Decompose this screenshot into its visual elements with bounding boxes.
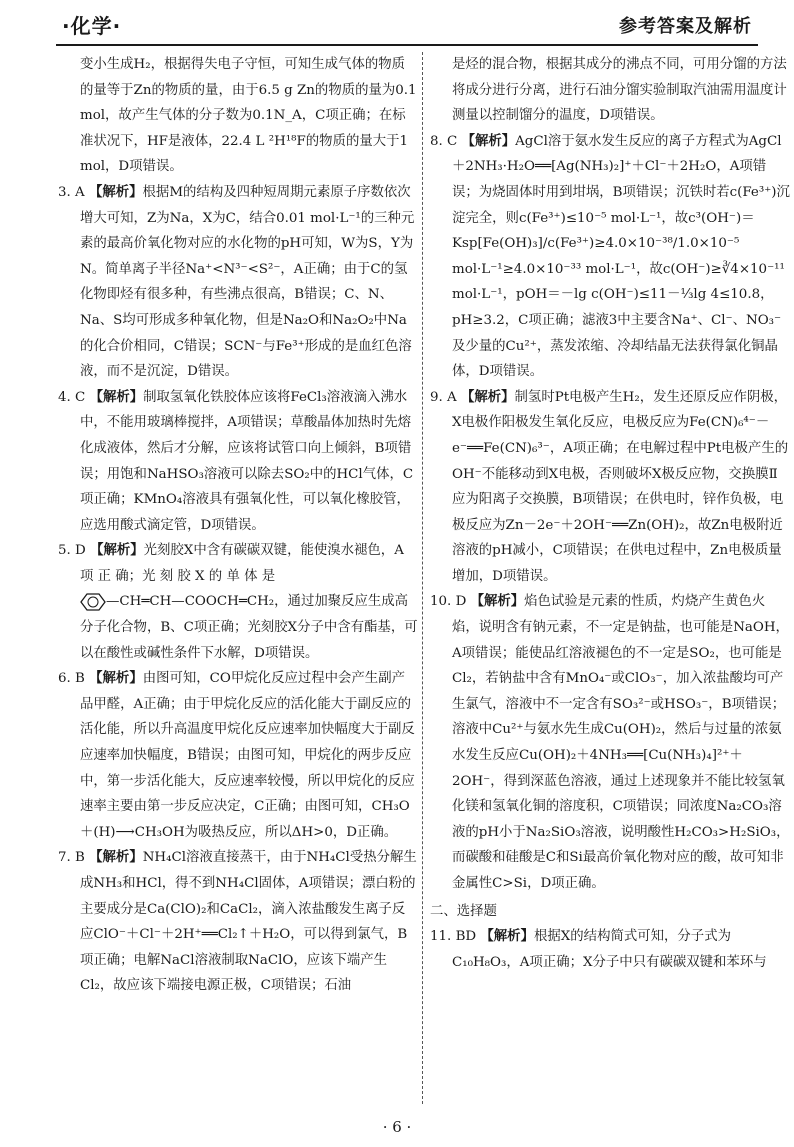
continued-text: 变小生成H₂，根据得失电子守恒，可知生成气体的物质的量等于Zn的物质的量，由于6.5 g Zn的物质的量为0.1 mol，故产生气体的分子数为0.1N_A，C项正确；在标准状况下，HF是液体，22.4 L ²H¹⁸F的物质的量大于1 mol，D项错误。 xyxy=(80,57,417,175)
column-divider xyxy=(422,52,423,1104)
header-title: 参考答案及解析 xyxy=(619,16,752,37)
left-column xyxy=(58,52,418,999)
answer-item-8: 8. C 【解析】AgCl溶于氨水发生反应的离子方程式为AgCl＋2NH₃·H₂O══[Ag(NH₃)₂]⁺＋Cl⁻＋2H₂O，A项错误；为烧固体时用到坩埚，B项错误；沉铁时若c(Fe³⁺)沉淀完全，则c(Fe³⁺)≤10⁻⁵ mol·L⁻¹，故c³(OH⁻)＝Ksp[Fe(OH)₃]/c(Fe³⁺)≥4.0×10⁻³⁸/1.0×10⁻⁵ mol·L⁻¹≥4.0×10⁻³³ mol·L⁻¹，故c(OH⁻)≥∛4×10⁻¹¹ mol·L⁻¹，pOH＝－lg c(OH⁻)≤11－⅓lg 4≤10.8，pH≥3.2，C项正确；滤液3中主要含Na⁺、Cl⁻、NO₃⁻及少量的Cu²⁺，蒸发浓缩、冷却结晶无法获得氯化铜晶体，D项错误。 xyxy=(430,133,790,380)
answer-item-11: 11. BD 【解析】根据X的结构简式可知，分子式为C₁₀H₈O₃，A项正确；X分子中只有碳碳双键和苯环与 xyxy=(430,929,767,970)
section-heading: 二、选择题 xyxy=(430,903,497,919)
page-header xyxy=(56,4,758,46)
subject-label: ·化学· xyxy=(62,14,122,38)
answer-item-5: 5. D 【解析】光刻胶X中含有碳碳双键，能使溴水褪色，A 项 正 确；光 刻 胶 X 的 单 体 是 —CH═CH—COOCH═CH₂，通过加聚反应生成高分子化合物，B、C项正确；光刻胶X分子中含有酯基，可以在酸性或碱性条件下水解，D项错误。 xyxy=(58,543,418,661)
continued-text: 是烃的混合物，根据其成分的沸点不同，可用分馏的方法将成分进行分离，进行石油分馏实验制取汽油需用温度计测量以控制馏分的温度，D项错误。 xyxy=(452,57,787,124)
answer-item-6: 6. B 【解析】由图可知，CO甲烷化反应过程中会产生副产品甲醛，A正确；由于甲烷化反应的活化能大于副反应的活化能，所以升高温度甲烷化反应速率加快幅度大于副反应速率加快幅度，B错误；由图可知，甲烷化的两步反应中，第一步活化能大，反应速率较慢，所以甲烷化的反应速率主要由第一步反应决定，C正确；由图可知，CH₃O＋(H)⟶CH₃OH为吸热反应，所以ΔH>0，D正确。 xyxy=(58,671,415,840)
right-column xyxy=(430,52,790,975)
benzene-ring-icon xyxy=(80,592,106,612)
answer-item-9: 9. A 【解析】制氢时Pt电极产生H₂，发生还原反应作阴极，X电极作阳极发生氧化反应，电极反应为Fe(CN)₆⁴⁻－e⁻══Fe(CN)₆³⁻，A项正确；在电解过程中Pt电极产生的OH⁻不能移动到X电极，否则破坏X极反应物，交换膜Ⅱ应为阳离子交换膜，B项错误；在供电时，锌作负极，电极反应为Zn－2e⁻＋2OH⁻══Zn(OH)₂，故Zn电极附近溶液的pH减小，C项错误；在供电过程中，Zn电极质量增加，D项错误。 xyxy=(430,389,789,584)
answer-item-4: 4. C 【解析】制取氢氧化铁胶体应该将FeCl₃溶液滴入沸水中，不能用玻璃棒搅拌，A项错误；草酸晶体加热时先熔化成液体，然后才分解，应该将试管口向上倾斜，B项错误；用饱和NaHSO₃溶液可以除去SO₂中的HCl气体，C项正确；KMnO₄溶液具有强氧化性，可以氧化橡胶管，应选用酸式滴定管，D项错误。 xyxy=(58,389,414,533)
answer-item-10: 10. D 【解析】焰色试验是元素的性质，灼烧产生黄色火焰，说明含有钠元素，不一定是钠盐，也可能是NaOH，A项错误；能使品红溶液褪色的不一定是SO₂，也可能是Cl₂，若钠盐中含有MnO₄⁻或ClO₃⁻，加入浓盐酸均可产生氯气，溶液中不一定含有SO₃²⁻或HSO₃⁻，B项错误；溶液中Cu²⁺与氨水先生成Cu(OH)₂，然后与过量的浓氨水发生反应Cu(OH)₂＋4NH₃══[Cu(NH₃)₄]²⁺＋2OH⁻，得到深蓝色溶液，通过上述现象并不能比较氢氧化镁和氢氧化铜的溶度积，C项错误；同浓度Na₂CO₃溶液的pH小于Na₂SiO₃溶液，说明酸性H₂CO₃>H₂SiO₃，而碳酸和硅酸是C和Si最高价氧化物对应的酸，故可知非金属性C>Si，D项正确。 xyxy=(430,594,790,891)
page-number: · 6 · xyxy=(382,1118,412,1136)
answer-item-7: 7. B 【解析】NH₄Cl溶液直接蒸干，由于NH₄Cl受热分解生成NH₃和HCl，得不到NH₄Cl固体，A项错误；漂白粉的主要成分是Ca(ClO)₂和CaCl₂，滴入浓盐酸发生离子反应ClO⁻＋Cl⁻＋2H⁺══Cl₂↑＋H₂O，可以得到氯气，B项正确；电解NaCl溶液制取NaClO，应该下端产生Cl₂，故应该下端接电源正极，C项错误；石油 xyxy=(58,850,417,994)
answer-item-3: 3. A 【解析】根据M的结构及四种短周期元素原子序数依次增大可知，Z为Na，X为C，结合0.01 mol·L⁻¹的三种元素的最高价氧化物对应的水化物的pH可知，W为S，Y为N。简单离子半径Na⁺<N³⁻<S²⁻，A正确；由于C的氢化物即烃有很多种，有些沸点很高，B错误；C、N、Na、S均可形成多种氧化物，但是Na₂O和Na₂O₂中Na的化合价相同，C错误；SCN⁻与Fe³⁺形成的是血红色溶液，而不是沉淀，D错误。 xyxy=(58,184,415,380)
